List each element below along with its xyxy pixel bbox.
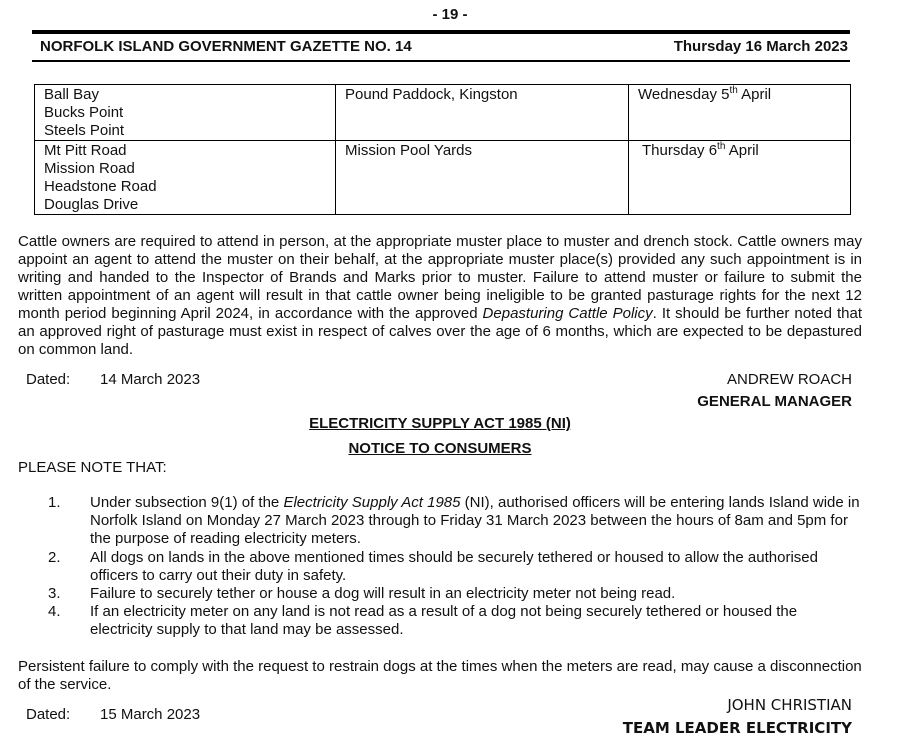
- act-name: Electricity Supply Act 1985: [283, 494, 461, 511]
- list-item-text-part: (NI), authorised officers will be entering lands Island wide in Norfolk Island on Monday 27 March 2023 through to Friday 31 March 2023 between the hours of 8am and 5pm for the purpose of reading electricity meters.: [90, 494, 860, 547]
- gazette-title: NORFOLK ISLAND GOVERNMENT GAZETTE NO. 14: [40, 38, 412, 55]
- header-bottom-rule: [32, 60, 850, 62]
- closing-paragraph: Persistent failure to comply with the request to restrain dogs at the times when the meters are read, may cause a disconnection of the service.: [18, 658, 862, 693]
- table-row: [35, 141, 851, 215]
- list-item-text: [90, 494, 862, 548]
- muster-day-cell: [629, 85, 851, 141]
- gazette-date: Thursday 16 March 2023: [673, 38, 848, 55]
- muster-day-month: April: [725, 142, 759, 159]
- policy-name: Depasturing Cattle Policy: [482, 305, 653, 322]
- list-item-text-part: Under subsection 9(1) of the: [90, 494, 284, 511]
- act-title: ELECTRICITY SUPPLY ACT 1985 (NI): [309, 415, 571, 432]
- signatory-title: GENERAL MANAGER: [697, 393, 852, 410]
- list-item-number: 1.: [48, 494, 61, 511]
- muster-area: Mission Road: [44, 160, 135, 177]
- cattle-notice-text-end: . It should be further noted that an approved right of pasturage must exist in respect of calves over the age of 6 months, which are expected to be depastured on common land.: [18, 305, 862, 358]
- list-item-text: If an electricity meter on any land is not read as a result of a dog not being securely tethered or housed the electricity supply to that land may be assessed.: [90, 603, 798, 638]
- dated-value: 15 March 2023: [100, 706, 201, 723]
- muster-day-ordinal: th: [717, 141, 726, 152]
- muster-place: Pound Paddock, Kingston: [345, 86, 518, 103]
- muster-area: Mt Pitt Road: [44, 142, 127, 159]
- list-item-text: Failure to securely tether or house a dog will result in an electricity meter not being read.: [90, 585, 676, 602]
- muster-area: Ball Bay: [44, 86, 100, 103]
- list-item-number: 4.: [48, 603, 61, 620]
- muster-area: Bucks Point: [44, 104, 124, 121]
- header-top-rule: [32, 30, 850, 34]
- page-number: - 19 -: [432, 6, 468, 23]
- muster-area: Steels Point: [44, 122, 125, 139]
- muster-schedule-table: [34, 84, 851, 215]
- signatory-name: JOHN CHRISTIAN: [727, 696, 852, 714]
- dated-label: Dated:: [26, 706, 71, 723]
- muster-area: Douglas Drive: [44, 196, 139, 213]
- cattle-notice-paragraph: [18, 233, 862, 359]
- notice-intro: PLEASE NOTE THAT:: [18, 459, 167, 476]
- muster-place: Mission Pool Yards: [345, 142, 473, 159]
- muster-areas-cell: [35, 141, 336, 215]
- list-item-text: All dogs on lands in the above mentioned times should be securely tethered or housed to allow the authorised officers to carry out their duty in safety.: [90, 549, 818, 584]
- muster-day: Wednesday 5: [638, 86, 730, 103]
- muster-day: Thursday 6: [642, 142, 718, 159]
- muster-place-cell: [336, 141, 629, 215]
- muster-day-cell: [629, 141, 851, 215]
- cattle-notice-text: Cattle owners are required to attend in person, at the appropriate muster place to muster and drench stock. Cattle owners may appoint an agent to attend the muster on their behalf, at the appropriate muster place(s) provided any such appointment is in writing and handed to the Inspector of Brands and Marks prior to muster. Failure to attend muster or failure to submit the written appointment of an agent will result in that cattle owner being ineligible to be granted pasturage rights for the next 12 month period beginning April 2024, in accordance with the approved: [18, 233, 862, 322]
- muster-day-ordinal: th: [729, 85, 738, 96]
- list-item-number: 3.: [48, 585, 61, 602]
- dated-label: Dated:: [26, 371, 71, 388]
- dated-value: 14 March 2023: [100, 371, 201, 388]
- signatory-name: ANDREW ROACH: [726, 371, 852, 388]
- list-item-number: 2.: [48, 549, 61, 566]
- notice-title: NOTICE TO CONSUMERS: [348, 440, 532, 457]
- muster-day-month: April: [737, 86, 772, 103]
- muster-place-cell: [336, 85, 629, 141]
- muster-area: Headstone Road: [44, 178, 157, 195]
- muster-areas-cell: [35, 85, 336, 141]
- table-row: [35, 85, 851, 141]
- signatory-title: TEAM LEADER ELECTRICITY: [622, 719, 852, 737]
